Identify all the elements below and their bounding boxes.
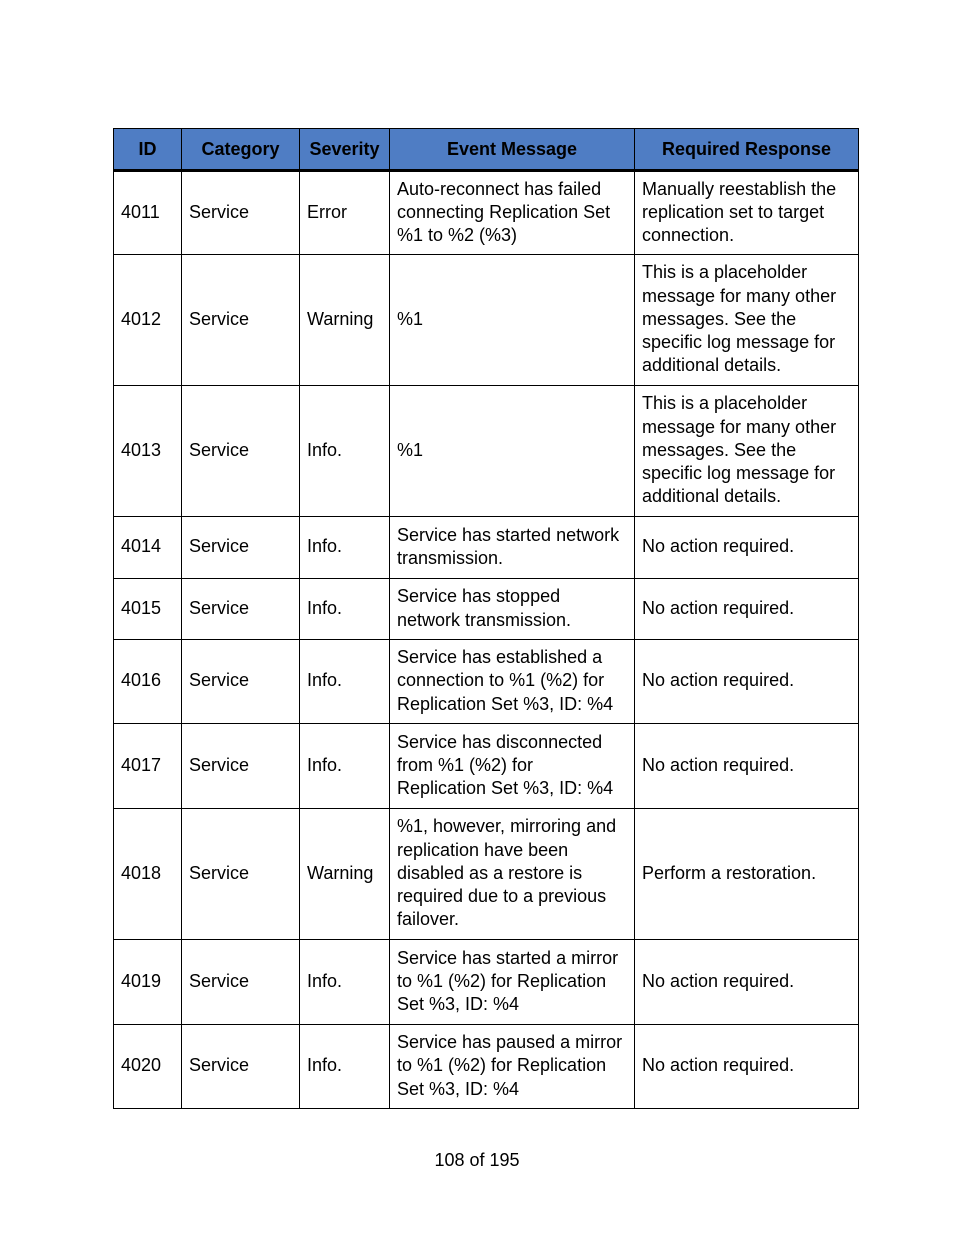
cell-required-response: No action required. (635, 579, 859, 640)
table-row (114, 579, 859, 640)
cell-event-message: Service has started a mirror to %1 (%2) for Replication Set %3, ID: %4 (390, 940, 635, 1025)
cell-severity: Info. (300, 724, 390, 809)
table-row (114, 809, 859, 940)
cell-category: Service (182, 255, 300, 386)
header-id: ID (114, 129, 182, 171)
cell-id: 4016 (114, 640, 182, 724)
cell-category: Service (182, 171, 300, 255)
cell-severity: Info. (300, 940, 390, 1025)
cell-event-message: %1, however, mirroring and replication have been disabled as a restore is required due to a previous failover. (390, 809, 635, 940)
cell-severity: Info. (300, 1025, 390, 1109)
cell-id: 4017 (114, 724, 182, 809)
page-number: 108 of 195 (434, 1150, 520, 1170)
cell-required-response: Manually reestablish the replication set to target connection. (635, 171, 859, 255)
header-severity: Severity (300, 129, 390, 171)
cell-event-message: Service has paused a mirror to %1 (%2) for Replication Set %3, ID: %4 (390, 1025, 635, 1109)
cell-required-response: No action required. (635, 940, 859, 1025)
cell-required-response: No action required. (635, 517, 859, 579)
header-required-response: Required Response (635, 129, 859, 171)
cell-severity: Error (300, 171, 390, 255)
table-row (114, 640, 859, 724)
cell-event-message: Service has stopped network transmission. (390, 579, 635, 640)
table-row (114, 171, 859, 255)
cell-id: 4015 (114, 579, 182, 640)
header-category: Category (182, 129, 300, 171)
table-row (114, 940, 859, 1025)
table-row (114, 386, 859, 517)
cell-category: Service (182, 640, 300, 724)
table-header (114, 129, 859, 171)
table-row (114, 724, 859, 809)
cell-required-response: No action required. (635, 640, 859, 724)
cell-required-response: This is a placeholder message for many other messages. See the specific log message for additional details. (635, 386, 859, 517)
cell-id: 4019 (114, 940, 182, 1025)
cell-severity: Info. (300, 640, 390, 724)
cell-required-response: Perform a restoration. (635, 809, 859, 940)
cell-category: Service (182, 724, 300, 809)
cell-id: 4020 (114, 1025, 182, 1109)
cell-category: Service (182, 1025, 300, 1109)
cell-event-message: Auto-reconnect has failed connecting Replication Set %1 to %2 (%3) (390, 171, 635, 255)
cell-event-message: %1 (390, 386, 635, 517)
table-row (114, 255, 859, 386)
cell-severity: Warning (300, 809, 390, 940)
cell-id: 4012 (114, 255, 182, 386)
cell-category: Service (182, 517, 300, 579)
cell-severity: Info. (300, 517, 390, 579)
cell-id: 4014 (114, 517, 182, 579)
cell-required-response: This is a placeholder message for many other messages. See the specific log message for additional details. (635, 255, 859, 386)
cell-id: 4018 (114, 809, 182, 940)
cell-required-response: No action required. (635, 724, 859, 809)
cell-category: Service (182, 386, 300, 517)
header-event-message: Event Message (390, 129, 635, 171)
cell-event-message: Service has disconnected from %1 (%2) for Replication Set %3, ID: %4 (390, 724, 635, 809)
table-row (114, 1025, 859, 1109)
cell-id: 4011 (114, 171, 182, 255)
cell-event-message: %1 (390, 255, 635, 386)
cell-category: Service (182, 809, 300, 940)
cell-event-message: Service has established a connection to %1 (%2) for Replication Set %3, ID: %4 (390, 640, 635, 724)
table-body (114, 171, 859, 1109)
table-row (114, 517, 859, 579)
header-row (114, 129, 859, 171)
cell-event-message: Service has started network transmission. (390, 517, 635, 579)
cell-category: Service (182, 579, 300, 640)
cell-severity: Warning (300, 255, 390, 386)
cell-category: Service (182, 940, 300, 1025)
cell-required-response: No action required. (635, 1025, 859, 1109)
cell-severity: Info. (300, 579, 390, 640)
cell-severity: Info. (300, 386, 390, 517)
event-table (113, 128, 859, 1109)
cell-id: 4013 (114, 386, 182, 517)
